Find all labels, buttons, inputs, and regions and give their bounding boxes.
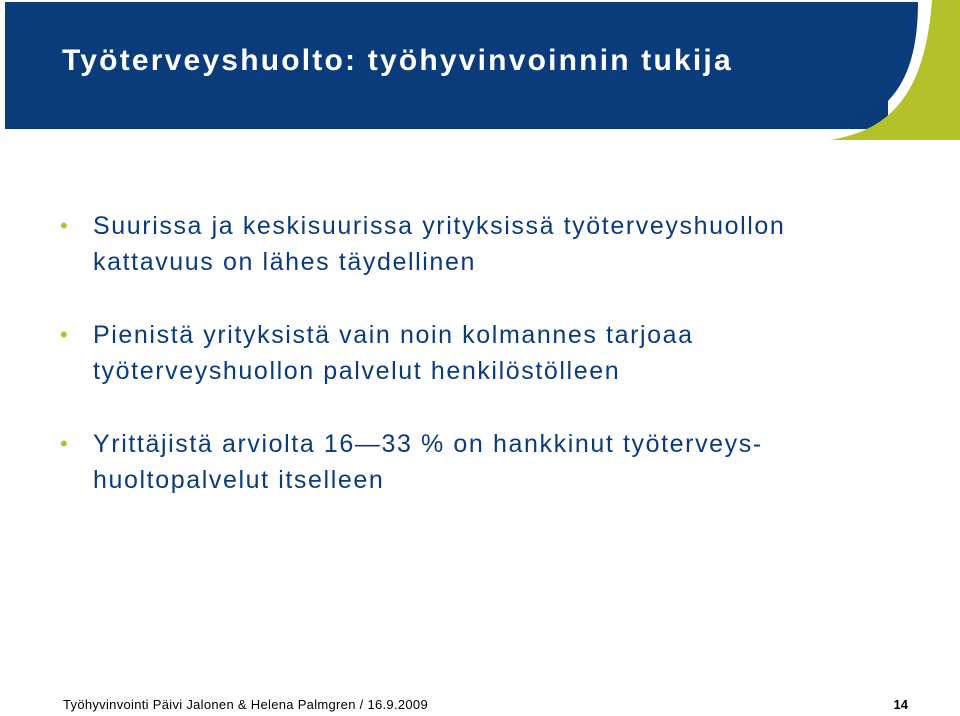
bullet-item (60, 208, 880, 280)
bullet-icon: • (60, 213, 70, 238)
bullet-text-line: huoltopalvelut itselleen (93, 466, 385, 494)
slide-title: Työterveyshuolto: työhyvinvoinnin tukija (62, 44, 733, 77)
bullet-text-line: työterveyshuollon palvelut henkilöstölleen (93, 357, 621, 385)
bullet-text-line: Suurissa ja keskisuurissa yrityksissä työterveyshuollon (93, 212, 786, 240)
bullet-item (60, 317, 880, 389)
bullet-icon: • (60, 322, 70, 347)
bullet-text-line: kattavuus on lähes täydellinen (93, 248, 476, 276)
bullet-icon: • (60, 431, 70, 456)
bullet-list (60, 208, 880, 535)
bullet-text-line: Yrittäjistä arviolta 16—33 % on hankkinut työterveys- (93, 430, 763, 458)
footer-text: Työhyvinvointi Päivi Jalonen & Helena Palmgren / 16.9.2009 (63, 697, 428, 712)
page-number: 14 (893, 697, 908, 712)
bullet-text-line: Pienistä yrityksistä vain noin kolmannes tarjoaa (93, 321, 694, 349)
bullet-item (60, 426, 880, 498)
